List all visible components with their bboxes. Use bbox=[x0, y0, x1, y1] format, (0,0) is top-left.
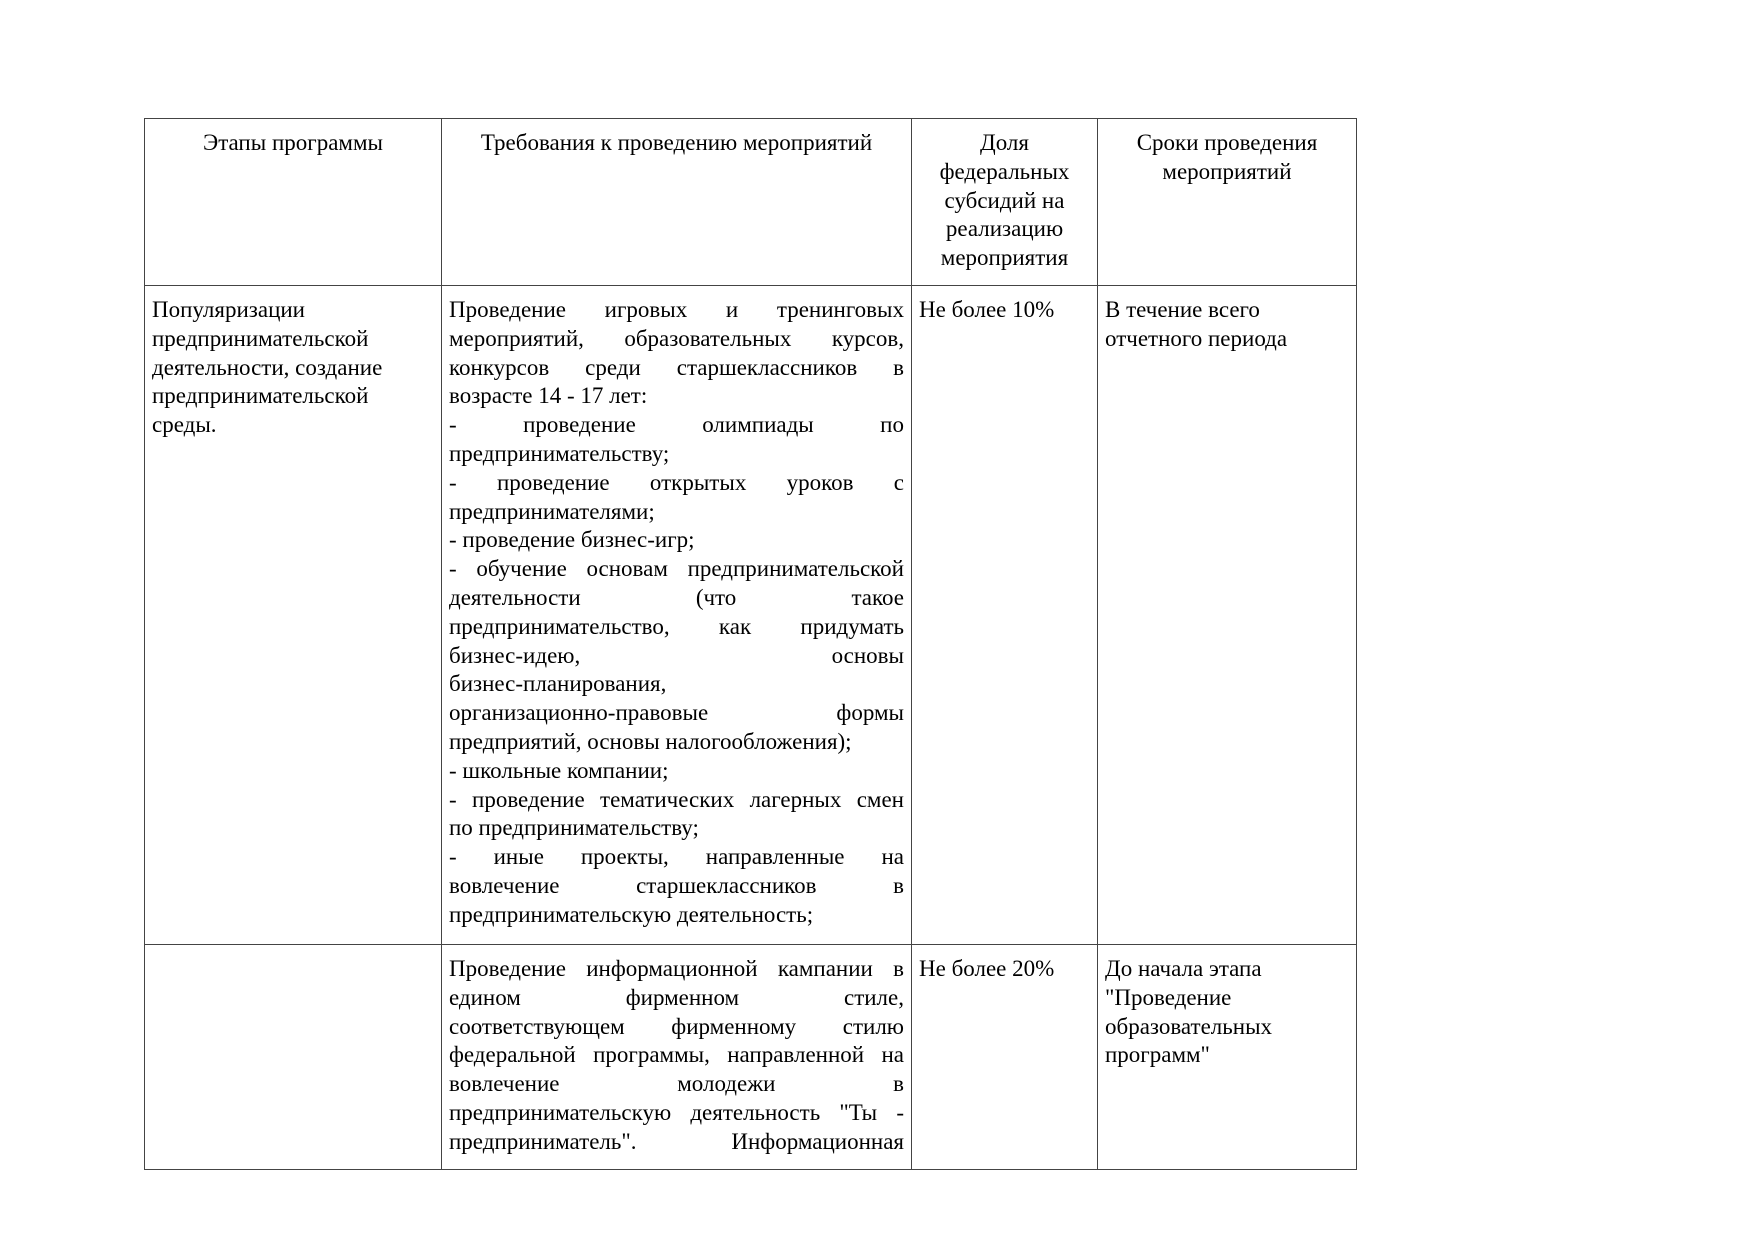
text-line: федеральной программы, направленной на bbox=[449, 1042, 904, 1068]
text-line: - проведение тематических лагерных смен bbox=[449, 786, 904, 812]
table-row bbox=[145, 286, 1357, 945]
cell-subsidy-share bbox=[912, 945, 1098, 1170]
text-line: предприятий, основы налогообложения); bbox=[449, 728, 852, 754]
text-line: бизнес-планирования, bbox=[449, 671, 667, 697]
cell-requirements bbox=[442, 945, 912, 1170]
table-row bbox=[145, 945, 1357, 1170]
text-line: Требования к проведению мероприятий bbox=[480, 130, 873, 155]
text-line: предпринимательскую деятельность "Ты - bbox=[449, 1099, 904, 1125]
text-line: соответствующем фирменному стилю bbox=[449, 1013, 904, 1039]
program-stages-table bbox=[144, 118, 1357, 1170]
text-line: мероприятий bbox=[1162, 158, 1292, 184]
text-line: вовлечение молодежи в bbox=[449, 1071, 904, 1097]
header-timing bbox=[1098, 119, 1357, 286]
cell-timing bbox=[1098, 286, 1357, 945]
text-line: - проведение открытых уроков с bbox=[449, 469, 904, 495]
cell-stage bbox=[145, 945, 442, 1170]
text-line: "Проведение bbox=[1105, 984, 1232, 1010]
text-line: Популяризации bbox=[152, 297, 305, 322]
text-line: среды. bbox=[152, 412, 217, 438]
text-line: реализацию bbox=[945, 216, 1064, 242]
text-line: предпринимательскую деятельность; bbox=[449, 901, 814, 927]
text-line: Доля bbox=[980, 130, 1029, 155]
text-line: мероприятия bbox=[940, 245, 1069, 271]
text-line: Сроки проведения bbox=[1136, 130, 1318, 155]
text-line: Не более 20% bbox=[919, 956, 1055, 981]
text-line: Проведение информационной кампании в bbox=[449, 956, 904, 981]
text-line: предприниматель". Информационная bbox=[449, 1128, 904, 1154]
text-line: деятельности, создание bbox=[152, 354, 383, 380]
text-line: - школьные компании; bbox=[449, 757, 669, 783]
text-line: В течение всего bbox=[1105, 297, 1260, 322]
text-line: возрасте 14 - 17 лет: bbox=[449, 383, 648, 409]
text-line: - проведение олимпиады по bbox=[449, 412, 904, 438]
text-line: едином фирменном стиле, bbox=[449, 984, 904, 1010]
header-requirements bbox=[442, 119, 912, 286]
text-line: деятельности (что такое bbox=[449, 584, 904, 610]
text-line: Не более 10% bbox=[919, 297, 1055, 322]
table-header-row bbox=[145, 119, 1357, 286]
text-line: До начала этапа bbox=[1105, 956, 1262, 981]
header-stages bbox=[145, 119, 442, 286]
header-subsidy-share bbox=[912, 119, 1098, 286]
text-line: отчетного периода bbox=[1105, 325, 1288, 351]
text-line: - обучение основам предпринимательской bbox=[449, 556, 904, 582]
cell-requirements bbox=[442, 286, 912, 945]
text-line: образовательных bbox=[1105, 1013, 1273, 1039]
text-line: предпринимательство, как придумать bbox=[449, 613, 904, 639]
text-line: организационно-правовые формы bbox=[449, 700, 904, 726]
text-line: предпринимательской bbox=[152, 383, 369, 409]
text-line: предпринимательской bbox=[152, 325, 369, 351]
text-line: - проведение бизнес-игр; bbox=[449, 527, 695, 553]
text-line: - иные проекты, направленные на bbox=[449, 844, 904, 870]
text-line: вовлечение старшеклассников в bbox=[449, 872, 904, 898]
text-line: федеральных bbox=[939, 158, 1070, 184]
text-line: предпринимателями; bbox=[449, 498, 655, 524]
text-line: мероприятий, образовательных курсов, bbox=[449, 325, 904, 351]
text-line: по предпринимательству; bbox=[449, 815, 699, 841]
cell-timing bbox=[1098, 945, 1357, 1170]
text-line: субсидий на bbox=[944, 187, 1065, 213]
text-line: конкурсов среди старшеклассников в bbox=[449, 354, 904, 380]
text-line: бизнес-идею, основы bbox=[449, 642, 904, 668]
cell-stage bbox=[145, 286, 442, 945]
text-line: Проведение игровых и тренинговых bbox=[449, 297, 904, 322]
cell-subsidy-share bbox=[912, 286, 1098, 945]
text-line: программ" bbox=[1105, 1042, 1210, 1068]
text-line: Этапы программы bbox=[203, 130, 383, 155]
text-line: предпринимательству; bbox=[449, 440, 670, 466]
